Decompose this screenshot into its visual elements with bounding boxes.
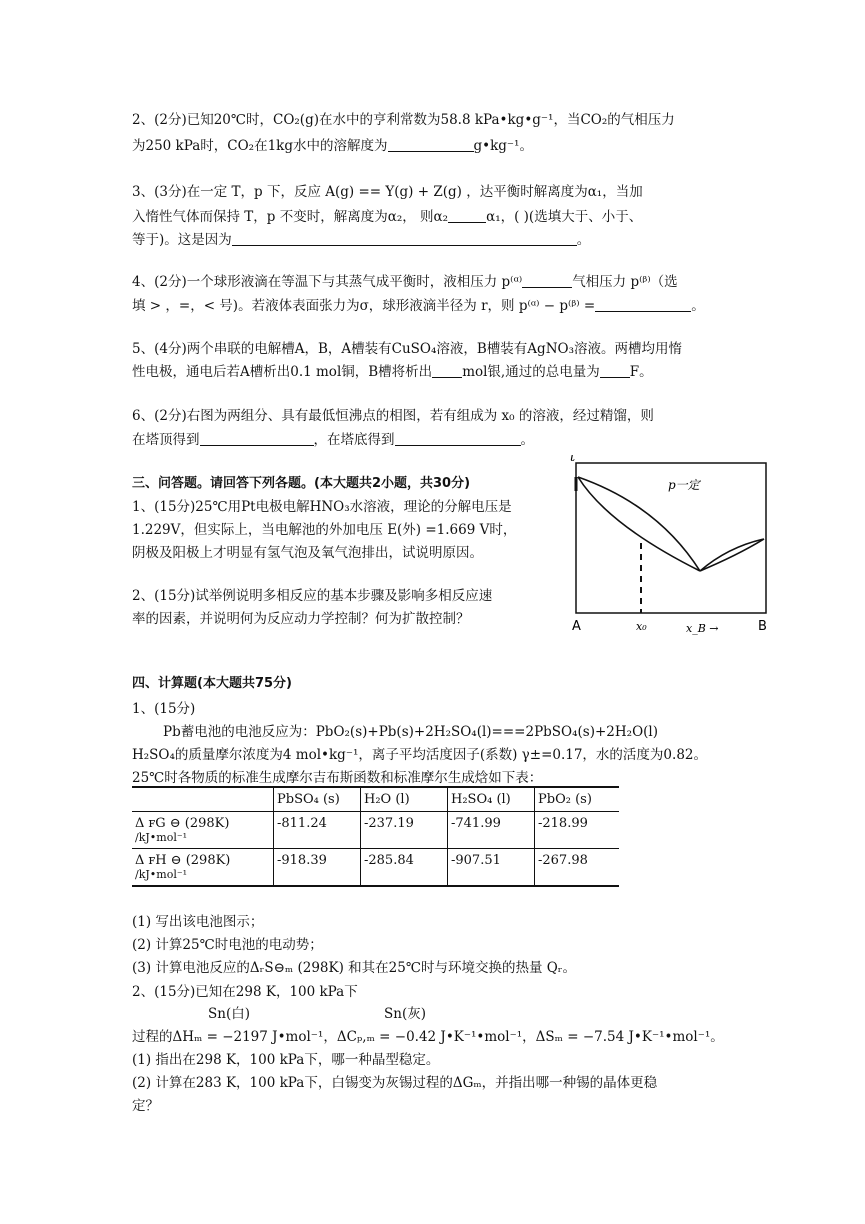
q3-line3	[132, 228, 590, 248]
sec3-q1-line3: 阴极及阳极上才明显有氢气泡及氧气泡排出，试说明原因。	[132, 545, 483, 561]
q3-line2	[132, 205, 642, 225]
sec4-q1-sub3: (3) 计算电池反应的ΔᵣS⊖ₘ (298K) 和其在25℃时与环境交换的热量 Qᵣ。	[132, 960, 576, 976]
sec4-q1-line3: 25℃时各物质的标准生成摩尔吉布斯函数和标准摩尔生成焓如下表：	[132, 770, 543, 786]
vapor-right-curve	[700, 539, 764, 571]
sec4-q2-head: 2、(15分)已知在298 K，100 kPa下	[132, 984, 358, 1000]
q6-line2-text: 在塔顶得到	[132, 432, 200, 448]
sec4-q1-line1: Pb蓄电池的电池反应为：PbO₂(s)+Pb(s)+2H₂SO₄(l)===2PbSO₄(s)+2H₂O(l)	[163, 724, 658, 740]
row-label-quantity: Δ ꜰG ⊖ (298K)	[135, 816, 230, 831]
component-a-label: A	[572, 619, 581, 634]
answer-blank[interactable]	[232, 231, 577, 246]
q3-line2-text: 入惰性气体而保持 T，p 不变时，解离度为α₂， 则α₂	[132, 209, 449, 225]
q2-line2	[132, 134, 533, 154]
q3-line1: 3、(3分)在一定 T，p 下，反应 A(g) == Y(g) + Z(g) ，达平衡时解离度为α₁，当加	[132, 184, 643, 200]
answer-blank[interactable]	[595, 297, 691, 312]
q6-line2-mid: ，在塔底得到	[313, 432, 395, 448]
q4-line1-text: 4、(2分)一个球形液滴在等温下与其蒸气成平衡时，液相压力 p⁽ᵅ⁾	[132, 274, 523, 290]
table-header-cell	[132, 787, 274, 812]
sec4-q2-line1: 过程的ΔHₘ = −2197 J•mol⁻¹，ΔCₚ,ₘ = −0.42 J•K⁻¹•mol⁻¹，ΔSₘ = −7.54 J•K⁻¹•mol⁻¹。	[132, 1029, 724, 1045]
table-header-cell: PbO₂ (s)	[535, 787, 620, 812]
sec3-q2-line1: 2、(15分)试举例说明多相反应的基本步骤及影响多相反应速	[132, 588, 493, 604]
tin-gray-label: Sn(灰)	[384, 1006, 426, 1022]
table-cell: -918.39	[274, 849, 361, 887]
q5-line2-mid: mol银,通过的总电量为	[462, 364, 600, 380]
sec3-q1-line2: 1.229V，但实际上，当电解池的外加电压 E(外) =1.669 V时，	[132, 522, 517, 538]
sec4-q1-head: 1、(15分)	[132, 701, 196, 717]
answer-blank[interactable]	[200, 431, 314, 446]
row-label-unit: /kJ•mol⁻¹	[135, 868, 188, 881]
row-label	[132, 849, 274, 887]
q4-line1	[132, 270, 678, 290]
table-cell: -907.51	[448, 849, 535, 887]
section-three-heading: 三、问答题。请回答下列各题。(本大题共2小题，共30分)	[132, 476, 471, 491]
pressure-constant-label: p一定	[668, 478, 700, 492]
table-cell: -218.99	[535, 812, 620, 849]
q6-line2-end: 。	[520, 432, 534, 448]
q5-line2-text: 性电极，通电后若A槽析出0.1 mol铜，B槽将析出	[132, 364, 433, 380]
q2-line2-text: 为250 kPa时，CO₂在1kg水中的溶解度为	[132, 138, 388, 154]
answer-blank[interactable]	[395, 431, 521, 446]
tin-white-label: Sn(白)	[208, 1006, 250, 1022]
table-header-row	[132, 787, 619, 812]
sec4-q2-sub2: (2) 计算在283 K，100 kPa下，白锡变为灰锡过程的ΔGₘ，并指出哪一种锡的晶体更稳	[132, 1075, 658, 1091]
q4-line1-tail: 气相压力 p⁽ᵝ⁾（选	[572, 274, 678, 290]
table-header-cell: H₂SO₄ (l)	[448, 787, 535, 812]
q2-line1: 2、(2分)已知20℃时，CO₂(g)在水中的亨利常数为58.8 kPa•kg•g⁻¹，当CO₂的气相压力	[132, 112, 675, 128]
q3-line2-tail: α₁，( )(选填大于、小于、	[486, 209, 643, 225]
table-row	[132, 849, 619, 887]
sec4-q1-sub1: (1) 写出该电池图示；	[132, 914, 264, 930]
table-cell: -285.84	[361, 849, 448, 887]
table-header-cell: H₂O (l)	[361, 787, 448, 812]
section-four-heading: 四、计算题(本大题共75分)	[132, 676, 292, 691]
sec3-q2-line2: 率的因素，并说明何为反应动力学控制？何为扩散控制？	[132, 611, 470, 627]
q3-line3-end: 。	[576, 232, 591, 248]
row-label-quantity: Δ ꜰH ⊖ (298K)	[135, 853, 231, 868]
component-b-label: B	[758, 619, 767, 634]
answer-blank[interactable]	[432, 363, 462, 378]
table-cell: -741.99	[448, 812, 535, 849]
q5-line2-end: F。	[629, 364, 653, 380]
answer-blank[interactable]	[388, 137, 474, 152]
q4-line2	[132, 294, 705, 314]
table-header-cell: PbSO₄ (s)	[274, 787, 361, 812]
phase-diagram	[568, 455, 778, 639]
sec4-q2-sub2-cont: 定？	[132, 1098, 159, 1114]
q5-line2	[132, 360, 653, 380]
sec3-q1-line1: 1、(15分)25℃用Pt电极电解HNO₃水溶液，理论的分解电压是	[132, 499, 512, 515]
table-cell: -237.19	[361, 812, 448, 849]
q6-line2	[132, 428, 534, 448]
answer-blank[interactable]	[448, 208, 486, 223]
answer-blank[interactable]	[522, 273, 572, 288]
sec4-q2-sub1: (1) 指出在298 K，100 kPa下，哪一种晶型稳定。	[132, 1052, 440, 1068]
q2-line2-unit: g•kg⁻¹。	[473, 138, 533, 154]
q4-line2-text: 填 > ，=，< 号)。若液体表面张力为σ，球形液滴半径为 r，则 p⁽ᵅ⁾ − p⁽ᵝ⁾ =	[132, 298, 596, 314]
thermo-table	[132, 786, 619, 887]
table-row	[132, 812, 619, 849]
x0-label: x₀	[636, 620, 647, 633]
q5-line1: 5、(4分)两个串联的电解槽A，B，A槽装有CuSO₄溶液，B槽装有AgNO₃溶液。两槽均用惰	[132, 341, 682, 357]
row-label-unit: /kJ•mol⁻¹	[135, 831, 188, 844]
q3-line3-text: 等于)。这是因为	[132, 232, 232, 248]
q6-line1: 6、(2分)右图为两组分、具有最低恒沸点的相图，若有组成为 x₀ 的溶液，经过精馏，则	[132, 408, 654, 424]
t-axis-label: t	[570, 455, 576, 465]
sec4-q1-line2: H₂SO₄的质量摩尔浓度为4 mol•kg⁻¹，离子平均活度因子(系数) γ±=0.17，水的活度为0.82。	[132, 747, 707, 763]
answer-blank[interactable]	[600, 363, 630, 378]
sec4-q1-sub2: (2) 计算25℃时电池的电动势；	[132, 937, 323, 953]
xb-label: x_B →	[686, 622, 719, 635]
table-cell: -811.24	[274, 812, 361, 849]
q4-line2-end: 。	[691, 298, 705, 314]
row-label	[132, 812, 274, 849]
table-cell: -267.98	[538, 853, 588, 868]
